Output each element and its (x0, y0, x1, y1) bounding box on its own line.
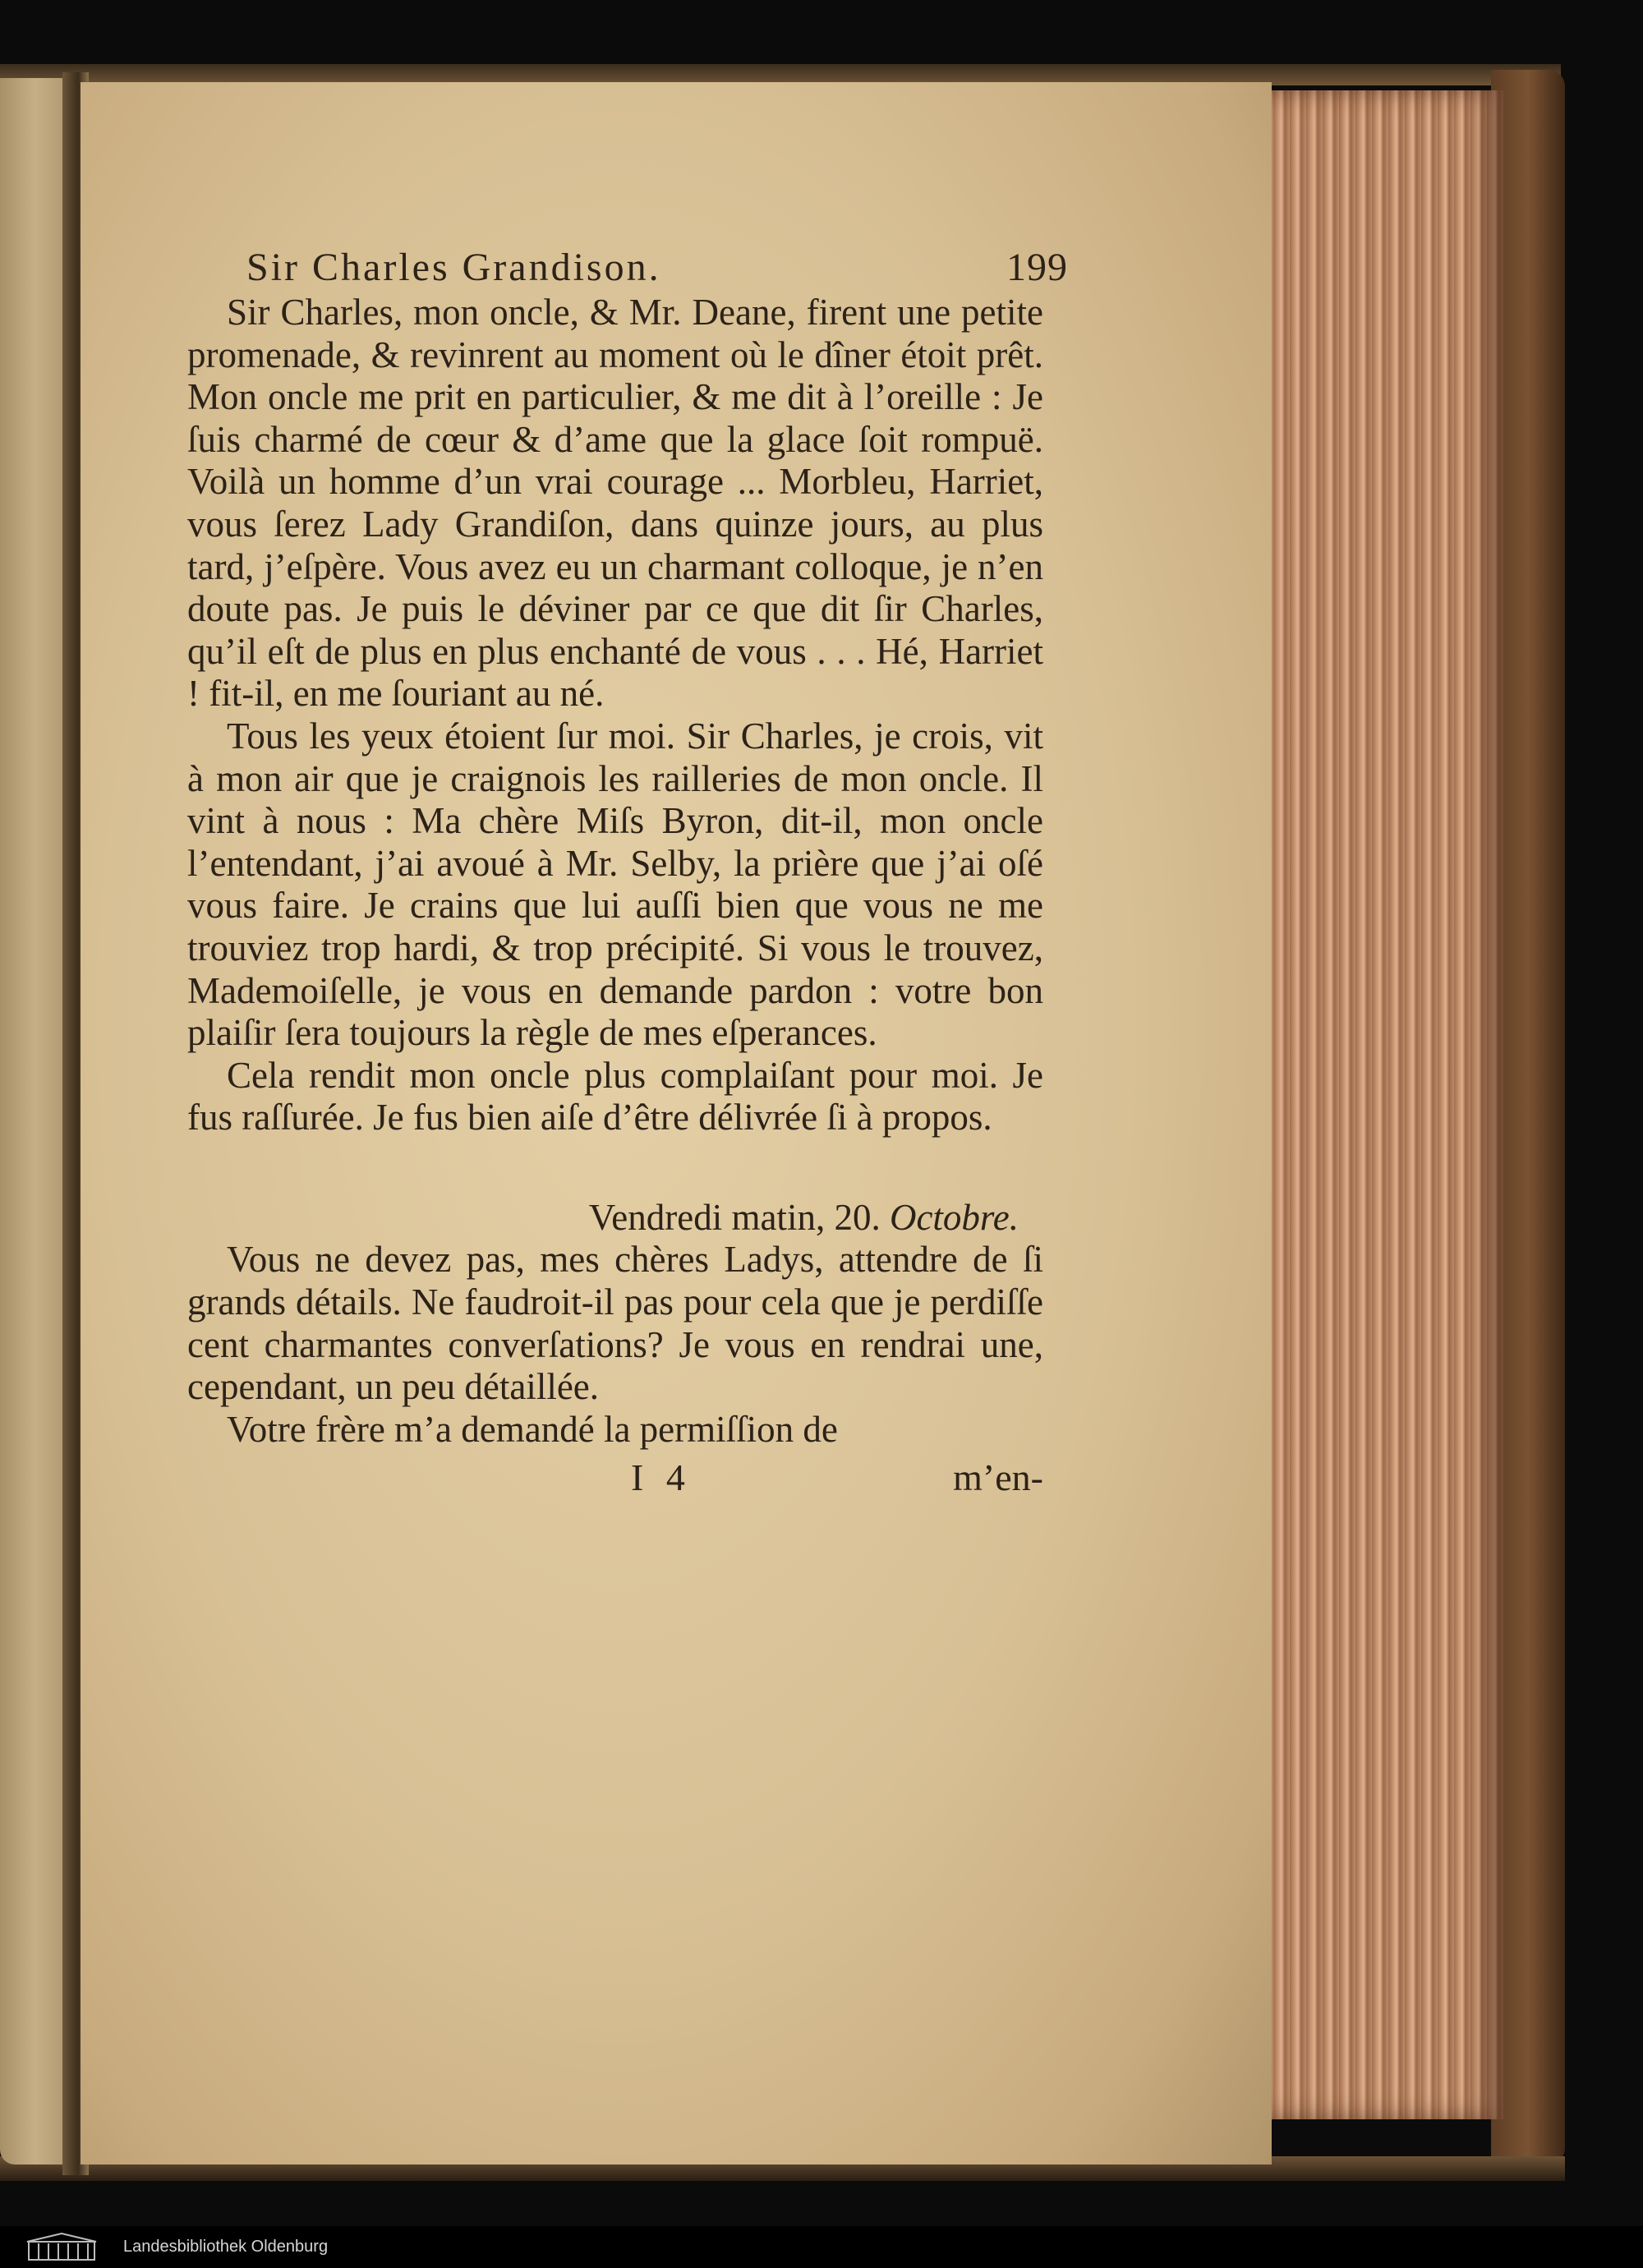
paragraph: Tous les yeux étoient ſur moi. Sir Charles, je crois, vit à mon air que je craignois les railleries de mon oncle. Il vint à nous : Ma chère Miſs Byron, dit-il, mon oncle l’entendant, j’ai avoué à Mr. Selby, la prière que j’ai oſé vous faire. Je crains que lui auſſi bien que vous ne me trouviez trop hardi, & trop précipité. Si vous le trouvez, Mademoiſelle, je vous en demande pardon : votre bon plaiſir ſera toujours la règle de mes eſperances. (187, 715, 1043, 1054)
page-edges (1257, 90, 1503, 2119)
dateline-text: Vendredi matin, 20. (588, 1196, 881, 1238)
library-name: Landesbibliothek Oldenburg (123, 2238, 329, 2256)
dateline-month: Octobre. (889, 1196, 1019, 1238)
paragraph: Sir Charles, mon oncle, & Mr. Deane, firent une petite promenade, & revinrent au moment où le dîner étoit prêt. Mon oncle me prit en particulier, & me dit à l’oreille : Je ſuis charmé de cœur & d’ame que la glace ſoit rompuë. Voilà un homme d’un vrai courage ... Morbleu, Harriet, vous ſerez Lady Grandiſon, dans quinze jours, au plus tard, j’eſpère. Vous avez eu un charmant colloque, je n’en doute pas. Je puis le déviner par ce que dit ſir Charles, qu’il eſt de plus en plus enchanté de vous . . . Hé, Harriet ! fit-il, en me ſouriant au né. (187, 292, 1043, 715)
page-body (187, 292, 1043, 1499)
running-head (246, 245, 1068, 290)
library-building-icon (16, 2231, 107, 2264)
paragraph: Cela rendit mon oncle plus complaiſant pour moi. Je fus raſſurée. Je fus bien aiſe d’être délivrée ſi à propos. (187, 1054, 1043, 1139)
catchword: m’en- (953, 1456, 1043, 1499)
library-footer-bar (0, 2226, 1643, 2268)
signature-mark: I 4 (631, 1456, 692, 1499)
dateline (187, 1197, 1043, 1240)
paragraph: Vous ne devez pas, mes chères Ladys, attendre de ſi grands détails. Ne faudroit-il pas pour cela que je perdiſſe cent charmantes converſations? Je vous en rendrai une, cependant, un peu détaillée. (187, 1239, 1043, 1408)
running-head-title: Sir Charles Grandison. (246, 246, 661, 289)
page-footer (187, 1456, 1043, 1499)
paragraph: Votre frère m’a demandé la permiſſion de (227, 1408, 838, 1450)
page-number: 199 (1006, 246, 1068, 289)
